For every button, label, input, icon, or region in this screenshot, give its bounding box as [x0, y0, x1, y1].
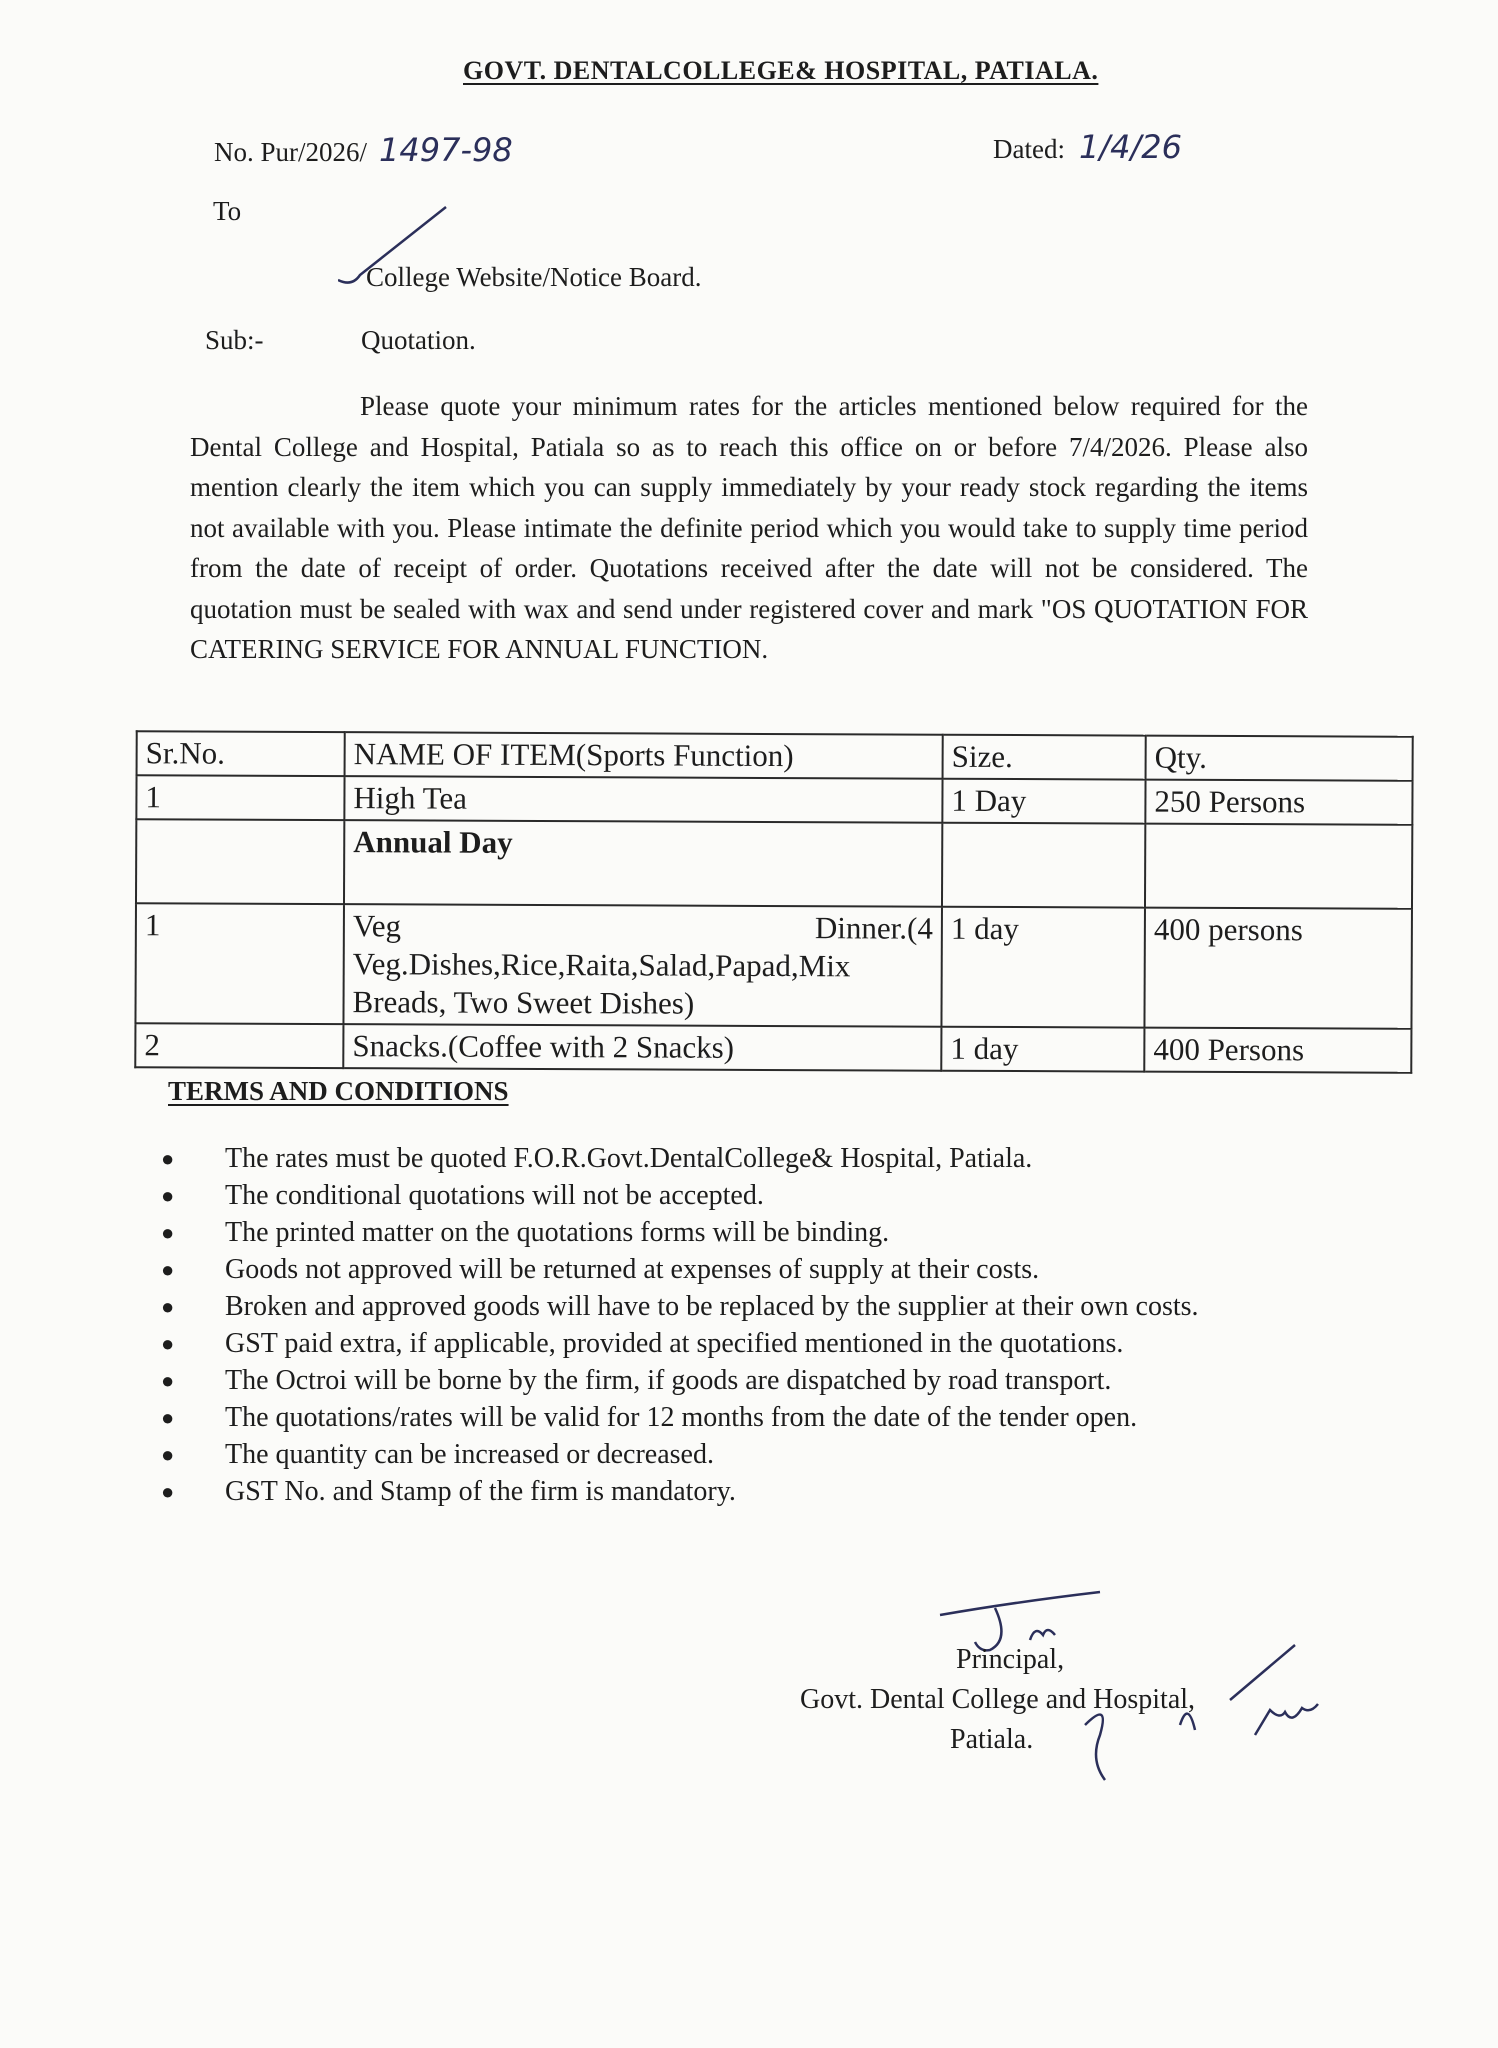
reference-number: [214, 131, 513, 169]
cell-sr: [136, 819, 344, 904]
header-item-name: NAME OF ITEM(Sports Function): [345, 732, 943, 779]
cell-sr: 2: [135, 1023, 343, 1068]
cell-size: 1 Day: [942, 779, 1145, 824]
header-size: Size.: [943, 735, 1146, 780]
cell-qty: 250 Persons: [1145, 780, 1412, 825]
item-dinner: Dinner.(4: [814, 910, 933, 946]
reference-prefix: No. Pur/2026/: [214, 137, 368, 167]
terms-list: [145, 1140, 1295, 1510]
table-header-row: [137, 731, 1413, 781]
terms-item: ● The rates must be quoted F.O.R.Govt.DentalCollege& Hospital, Patiala.: [145, 1140, 1295, 1177]
terms-item: ● The quantity can be increased or decreased.: [145, 1436, 1295, 1473]
signatory-designation: Principal,: [956, 1644, 1065, 1675]
item-dinner-detail: Veg.Dishes,Rice,Raita,Salad,Papad,Mix Breads, Two Sweet Dishes): [352, 946, 851, 1021]
terms-item: ● GST paid extra, if applicable, provided at specified mentioned in the quotations.: [145, 1325, 1295, 1362]
cell-sr: 1: [136, 775, 344, 820]
terms-item: ● Goods not approved will be returned at expenses of supply at their costs.: [145, 1251, 1295, 1288]
section-annual-day: Annual Day: [344, 820, 942, 907]
terms-item: ● The quotations/rates will be valid for 12 months from the date of the tender open.: [145, 1399, 1295, 1436]
cell-qty: 400 Persons: [1144, 1028, 1411, 1073]
terms-item: ● The conditional quotations will not be accepted.: [145, 1177, 1295, 1214]
bullet-icon: ●: [161, 1479, 175, 1504]
document-title: GOVT. DENTALCOLLEGE& HOSPITAL, PATIALA.: [463, 56, 1099, 85]
to-label: To: [213, 196, 242, 226]
terms-item: ● The printed matter on the quotations forms will be binding.: [145, 1214, 1295, 1251]
table-section-row: [136, 819, 1412, 909]
signatory-institution: Govt. Dental College and Hospital,: [800, 1684, 1196, 1715]
signatory-city: Patiala.: [950, 1724, 1034, 1755]
body-paragraph: Please quote your minimum rates for the articles mentioned below required for the Dental College and Hospital, Patiala so as to reach this office on or before 7/4/2026. Please also mention clearly the item which you can supply immediately by your ready stock regarding the items not available with you. Please intimate the definite period which you would take to supply time period from the date of receipt of order. Quotations received after the date will not be considered. The quotation must be sealed with wax and send under registered cover and mark "OS QUOTATION FOR CATERING SERVICE FOR ANNUAL FUNCTION.: [190, 391, 1308, 664]
cell-item: Snacks.(Coffee with 2 Snacks): [343, 1024, 941, 1071]
reference-handwritten: 1497-98: [379, 131, 513, 169]
cell-sr: 1: [135, 903, 344, 1024]
cell-size: 1 day: [941, 907, 1145, 1028]
subject-label: Sub:-: [205, 325, 264, 355]
handwritten-initials-icon: [1080, 1640, 1340, 1790]
header-qty: Qty.: [1146, 736, 1413, 781]
date-handwritten: 1/4/26: [1078, 128, 1182, 166]
bullet-icon: ●: [161, 1442, 175, 1467]
table-row: [135, 903, 1412, 1029]
bullet-icon: ●: [161, 1405, 175, 1430]
terms-item: ● GST No. and Stamp of the firm is mandatory.: [145, 1473, 1295, 1510]
bullet-icon: ●: [161, 1331, 175, 1356]
bullet-icon: ●: [161, 1146, 175, 1171]
terms-item: ● The Octroi will be borne by the firm, if goods are dispatched by road transport.: [145, 1362, 1295, 1399]
cell-item: [343, 904, 942, 1027]
recipient: College Website/Notice Board.: [366, 262, 702, 292]
terms-title: TERMS AND CONDITIONS: [168, 1076, 509, 1106]
bullet-icon: ●: [161, 1294, 175, 1319]
cell-qty: [1145, 824, 1412, 909]
date-label: Dated:: [993, 134, 1065, 164]
date-field: [993, 128, 1182, 166]
table-row: [135, 1023, 1411, 1073]
cell-size: 1 day: [941, 1027, 1144, 1072]
bullet-icon: ●: [161, 1220, 175, 1245]
cell-size: [942, 823, 1145, 908]
item-veg: Veg: [352, 908, 402, 944]
table-row: [136, 775, 1412, 825]
header-sr-no: Sr.No.: [137, 731, 345, 776]
bullet-icon: ●: [161, 1183, 175, 1208]
subject-text: Quotation.: [361, 325, 476, 355]
bullet-icon: ●: [161, 1368, 175, 1393]
bullet-icon: ●: [161, 1257, 175, 1282]
cell-qty: 400 persons: [1144, 908, 1412, 1029]
terms-item: ● Broken and approved goods will have to be replaced by the supplier at their own costs.: [145, 1288, 1295, 1325]
cell-item: High Tea: [344, 776, 942, 823]
items-table: [134, 730, 1413, 1074]
